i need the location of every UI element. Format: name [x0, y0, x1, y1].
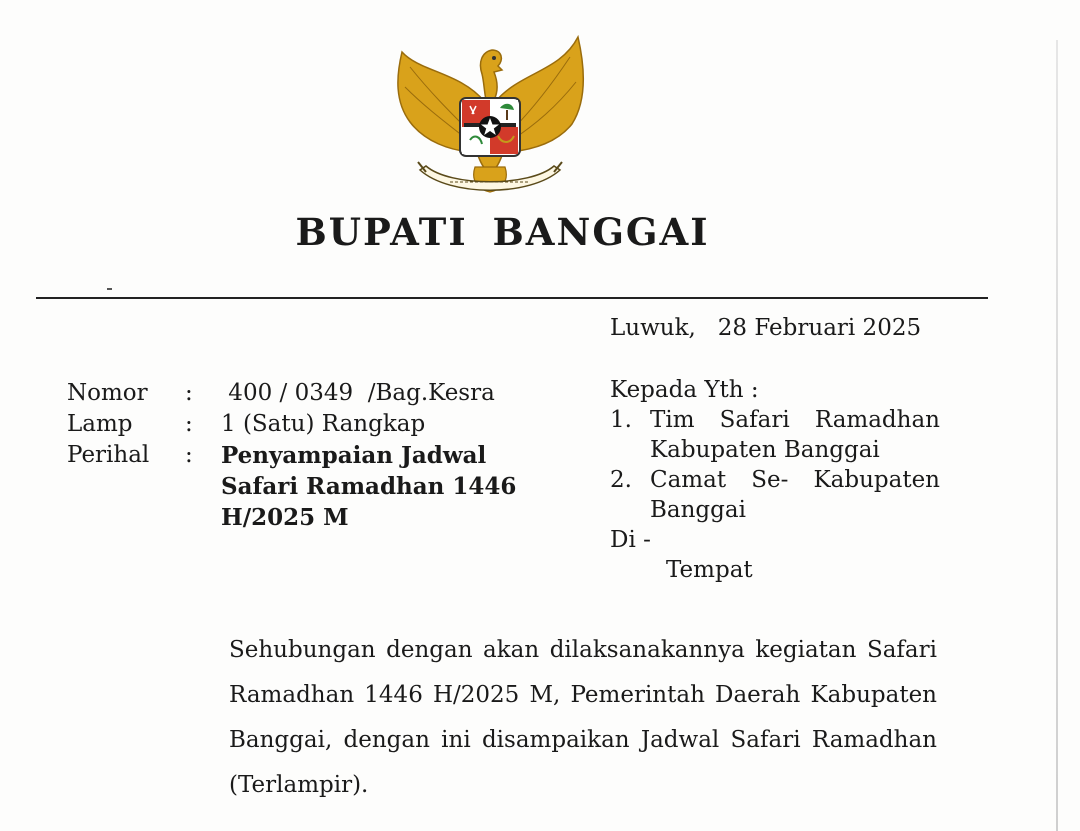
- garuda-head: [480, 50, 502, 100]
- perihal-value: Penyampaian Jadwal Safari Ramadhan 1446 H/2025 M: [221, 442, 517, 531]
- lamp-value: 1 (Satu) Rangkap: [221, 411, 426, 437]
- garuda-emblem-icon: [390, 32, 590, 197]
- lamp-label: Lamp: [67, 411, 133, 437]
- nomor-colon: :: [185, 380, 193, 406]
- lamp-colon: :: [185, 411, 193, 437]
- perihal-label: Perihal: [67, 442, 150, 468]
- recipient-di: Di -: [610, 527, 651, 553]
- recipient-tempat: Tempat: [666, 557, 753, 583]
- nomor-label: Nomor: [67, 380, 148, 406]
- meta-row-nomor: [67, 378, 521, 409]
- letterhead-title: BUPATI BANGGAI: [295, 210, 710, 254]
- letter-meta: [67, 378, 521, 533]
- recipient-item: [610, 465, 940, 525]
- recipient-heading: Kepada Yth :: [610, 377, 759, 403]
- recipient-block: [610, 375, 940, 585]
- meta-row-perihal: [67, 440, 521, 533]
- nomor-value: 400 / 0349 /Bag.Kesra: [221, 380, 495, 406]
- emblem-shield: [460, 98, 520, 156]
- page-edge: [1056, 40, 1058, 831]
- letter-date: Luwuk, 28 Februari 2025: [610, 315, 922, 341]
- recipient-number: 1.: [610, 407, 632, 433]
- recipient-text: Tim Safari Ramadhan Kabupaten Banggai: [650, 407, 940, 463]
- perihal-colon: :: [185, 442, 193, 468]
- recipient-item: [610, 405, 940, 465]
- ink-speck: [107, 288, 112, 290]
- letter-body-paragraph: Sehubungan dengan akan dilaksanakannya kegiatan Safari Ramadhan 1446 H/2025 M, Pemerintah Daerah Kabupaten Banggai, dengan ini disampaikan Jadwal Safari Ramadhan (Terlampir).: [229, 637, 937, 798]
- letterhead-divider: [36, 297, 988, 299]
- recipient-text: Camat Se- Kabupaten Banggai: [650, 467, 940, 523]
- recipient-number: 2.: [610, 467, 632, 493]
- meta-row-lamp: [67, 409, 521, 440]
